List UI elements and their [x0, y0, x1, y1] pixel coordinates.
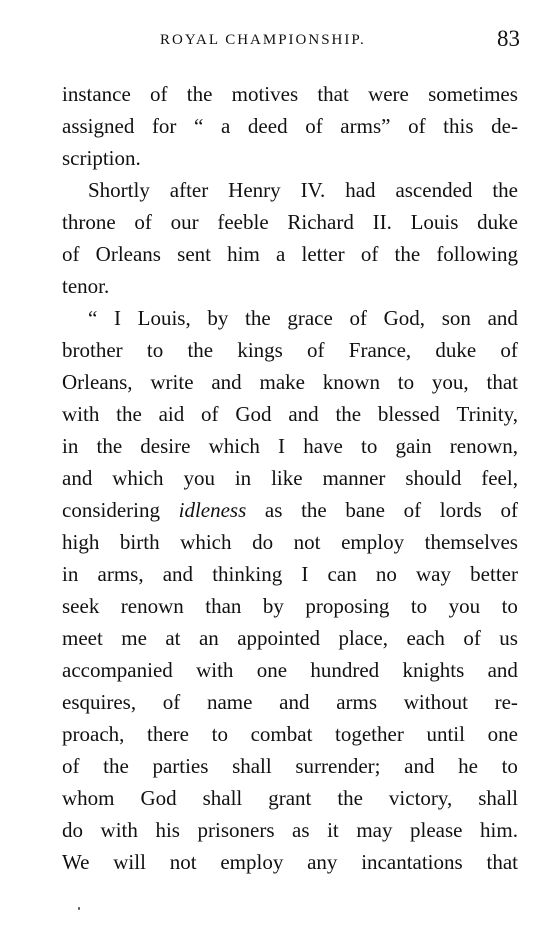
text-line: high birth which do not employ themselves: [62, 530, 518, 554]
text-line: assigned for “ a deed of arms” of this de-: [62, 114, 518, 138]
paper-speck: [78, 907, 80, 910]
text-line: “ I Louis, by the grace of God, son and: [88, 306, 518, 330]
text-line: in arms, and thinking I can no way better: [62, 562, 518, 586]
text-line: throne of our feeble Richard II. Louis duke: [62, 210, 518, 234]
text-line: Shortly after Henry IV. had ascended the: [88, 178, 518, 202]
running-title: ROYAL CHAMPIONSHIP.: [160, 32, 366, 48]
text-line: of Orleans sent him a letter of the following: [62, 242, 518, 266]
running-head: [62, 26, 520, 54]
text-line: We will not employ any incantations that: [62, 850, 518, 874]
text-line: in the desire which I have to gain renown,: [62, 434, 518, 458]
text-line: proach, there to combat together until one: [62, 722, 518, 746]
page-number: 83: [497, 26, 520, 51]
text-line: with the aid of God and the blessed Trinity,: [62, 402, 518, 426]
text-line: considering idleness as the bane of lords of: [62, 498, 518, 522]
text-line: meet me at an appointed place, each of us: [62, 626, 518, 650]
text-line: instance of the motives that were sometimes: [62, 82, 518, 106]
text-line: brother to the kings of France, duke of: [62, 338, 518, 362]
text-line: and which you in like manner should feel,: [62, 466, 518, 490]
text-line: scription.: [62, 146, 141, 170]
text-line: do with his prisoners as it may please him.: [62, 818, 518, 842]
text-line: tenor.: [62, 274, 110, 298]
text-line: whom God shall grant the victory, shall: [62, 786, 518, 810]
text-line: accompanied with one hundred knights and: [62, 658, 518, 682]
body-text: [62, 78, 518, 878]
text-line: seek renown than by proposing to you to: [62, 594, 518, 618]
text-line: Orleans, write and make known to you, that: [62, 370, 518, 394]
text-line: of the parties shall surrender; and he to: [62, 754, 518, 778]
text-line: esquires, of name and arms without re-: [62, 690, 518, 714]
